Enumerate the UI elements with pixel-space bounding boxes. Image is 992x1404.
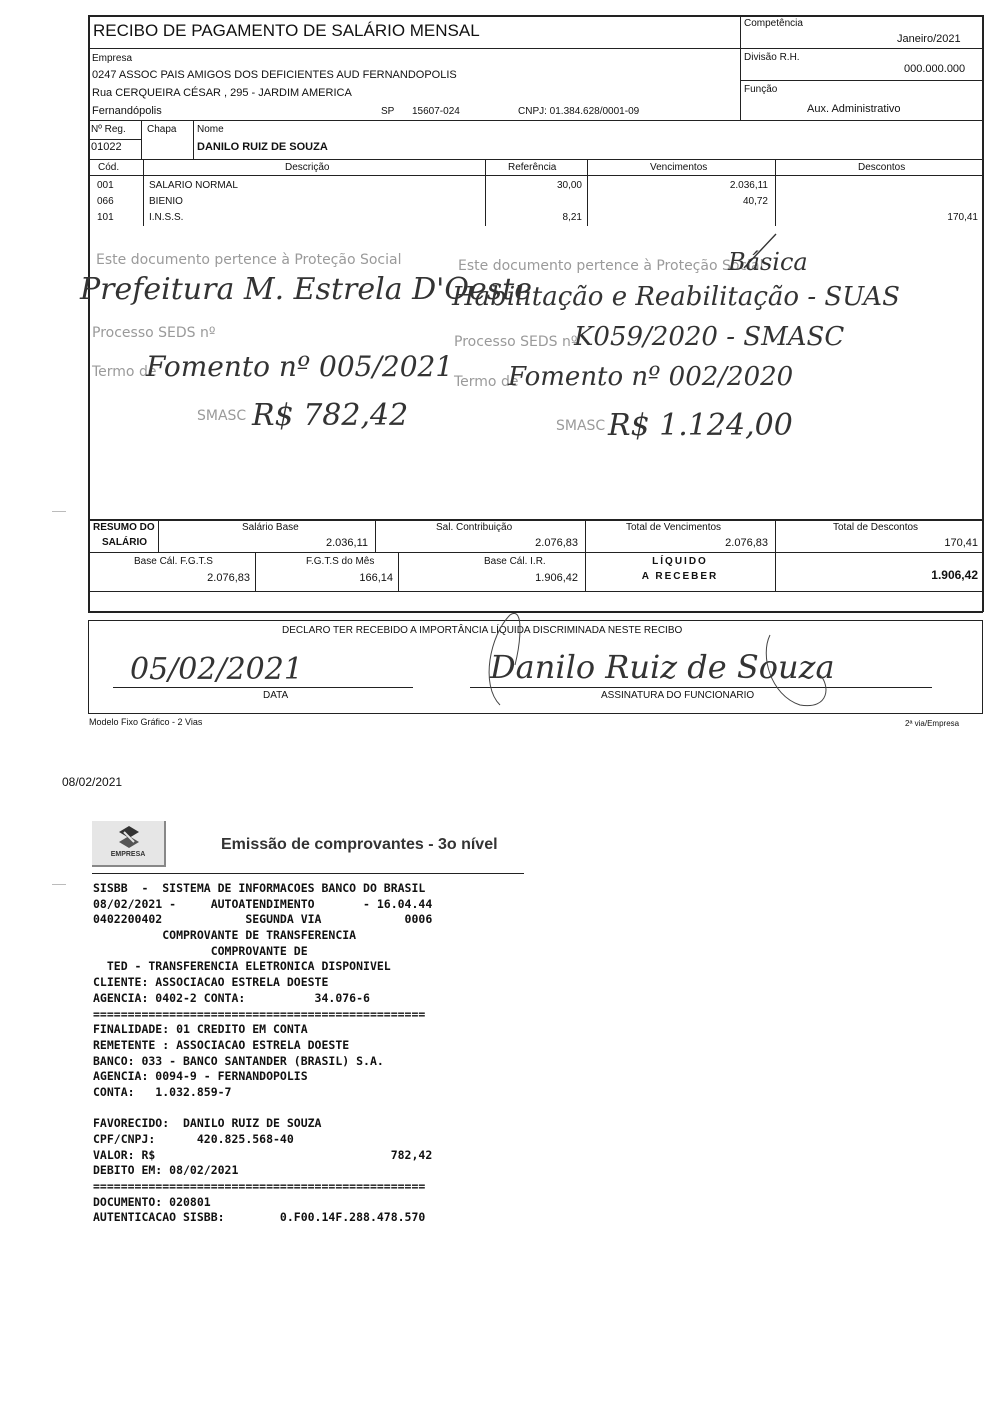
handwritten-text: Fomento nº 005/2021 [146, 350, 454, 383]
resumo-label: SALÁRIO [102, 537, 147, 548]
stamp-text: SMASC [556, 418, 606, 434]
employee-signature: Danilo Ruiz de Souza [490, 648, 835, 686]
nreg-label: Nº Reg. [91, 124, 126, 135]
total-descontos-value: 170,41 [944, 537, 978, 549]
empresa-city: Fernandópolis [92, 105, 162, 117]
handwritten-date: 05/02/2021 [130, 652, 303, 687]
nreg-value: 01022 [91, 141, 122, 153]
receipt-line: CLIENTE: ASSOCIACAO ESTRELA DOESTE [93, 975, 329, 990]
receipt-line: ================================================ [93, 1006, 426, 1021]
base-ir-value: 1.906,42 [535, 572, 578, 584]
salario-base-value: 2.036,11 [325, 537, 368, 549]
stamp-text: Processo SEDS nº [92, 325, 216, 341]
receipt-line: DOCUMENTO: 020801 [93, 1194, 211, 1209]
footer-right: 2ª via/Empresa [905, 719, 960, 728]
nome-label: Nome [197, 124, 224, 135]
stamp-text: SMASC [197, 408, 247, 424]
col-referencia: Referência [508, 162, 557, 173]
receipt-title: RECIBO DE PAGAMENTO DE SALÁRIO MENSAL [93, 21, 480, 40]
liquido-value: 1.906,42 [931, 568, 978, 582]
bank-title: Emissão de comprovantes - 3o nível [221, 836, 498, 853]
item-vencimentos: 2.036,11 [729, 180, 768, 191]
bank-logo-label: EMPRESA [110, 851, 146, 858]
competencia-label: Competência [744, 18, 803, 29]
item-vencimentos: 40,72 [742, 196, 768, 207]
col-cod: Cód. [98, 162, 120, 173]
handwritten-text: R$ 1.124,00 [608, 408, 793, 443]
receipt-line: VALOR: R$ 782,42 [93, 1147, 433, 1162]
receipt-line: FINALIDADE: 01 CREDITO EM CONTA [93, 1022, 308, 1037]
item-cod: 101 [97, 212, 114, 223]
item-referencia: 30,00 [556, 180, 582, 191]
bank-logo-icon [118, 825, 140, 849]
competencia-value: Janeiro/2021 [897, 33, 961, 45]
stamp-text: Termo de [454, 374, 519, 390]
receipt-line: AUTENTICACAO SISBB: 0.F00.14F.288.478.570 [93, 1210, 426, 1225]
receipt-line: AGENCIA: 0402-2 CONTA: 34.076-6 [93, 990, 370, 1005]
chapa-label: Chapa [147, 124, 177, 135]
funcao-label: Função [744, 84, 778, 95]
handwritten-text: Fomento nº 002/2020 [508, 362, 794, 392]
salario-base-label: Salário Base [242, 522, 299, 533]
handwritten-text: Básica [728, 248, 808, 276]
divisao-value: 000.000.000 [904, 63, 966, 75]
data-label: DATA [263, 690, 289, 701]
stamp-text: Termo de [92, 364, 157, 380]
receipt-line: FAVORECIDO: DANILO RUIZ DE SOUZA [93, 1116, 322, 1131]
item-referencia: 8,21 [562, 212, 582, 223]
empresa-cnpj: CNPJ: 01.384.628/0001-09 [518, 106, 640, 117]
handwritten-text: R$ 782,42 [252, 398, 409, 433]
empresa-cep: 15607-024 [412, 106, 460, 117]
item-cod: 001 [97, 180, 114, 191]
base-fgts-label: Base Cál. F.G.T.S [134, 556, 213, 567]
bank-logo [92, 821, 166, 867]
receipt-line: CONTA: 1.032.859-7 [93, 1084, 232, 1099]
total-vencimentos-label: Total de Vencimentos [626, 522, 722, 533]
stamp-text: Este documento pertence à Proteção Social [458, 258, 764, 274]
fgts-mes-label: F.G.T.S do Mês [306, 556, 375, 567]
liquido-label: A RECEBER [641, 571, 719, 582]
receipt-line: COMPROVANTE DE [93, 943, 308, 958]
receipt-line: COMPROVANTE DE TRANSFERENCIA [93, 928, 357, 943]
sal-contribuicao-label: Sal. Contribuição [436, 522, 513, 533]
assinatura-label: ASSINATURA DO FUNCIONARIO [601, 690, 755, 701]
empresa-address: Rua CERQUEIRA CÉSAR , 295 - JARDIM AMERICA [92, 87, 352, 99]
signature-strokes [470, 605, 870, 715]
col-vencimentos: Vencimentos [650, 162, 708, 173]
total-descontos-label: Total de Descontos [833, 522, 919, 533]
nome-value: DANILO RUIZ DE SOUZA [197, 141, 328, 153]
empresa-uf: SP [381, 106, 395, 117]
liquido-label: LÍQUIDO [652, 556, 708, 567]
bank-receipt-lines [93, 881, 432, 1226]
receipt-line: SISBB - SISTEMA DE INFORMACOES BANCO DO BRASIL [93, 881, 426, 895]
handwritten-text: Prefeitura M. Estrela D'Oeste [80, 272, 532, 307]
item-cod: 066 [97, 196, 114, 207]
item-descontos: 170,41 [947, 212, 978, 223]
col-descricao: Descrição [285, 162, 330, 173]
base-ir-label: Base Cál. I.R. [484, 556, 546, 567]
print-date: 08/02/2021 [62, 775, 123, 789]
receipt-line: DEBITO EM: 08/02/2021 [93, 1163, 239, 1178]
total-vencimentos-value: 2.076,83 [725, 537, 768, 549]
item-descricao: SALARIO NORMAL [149, 180, 238, 191]
receipt-line: BANCO: 033 - BANCO SANTANDER (BRASIL) S.A. [93, 1053, 384, 1068]
receipt-line: ================================================ [93, 1179, 426, 1194]
empresa-name: 0247 ASSOC PAIS AMIGOS DOS DEFICIENTES AUD FERNANDOPOLIS [92, 69, 457, 81]
col-descontos: Descontos [858, 162, 906, 173]
item-descricao: I.N.S.S. [149, 212, 184, 223]
item-descricao: BIENIO [149, 196, 183, 207]
receipt-line: 08/02/2021 - AUTOATENDIMENTO - 16.04.44 [93, 896, 433, 911]
receipt-line: 0402200402 SEGUNDA VIA 0006 [93, 912, 433, 927]
divisao-label: Divisão R.H. [744, 52, 800, 63]
resumo-label: RESUMO DO [93, 522, 155, 533]
footer-left: Modelo Fixo Gráfico - 2 Vias [89, 717, 203, 727]
receipt-line: TED - TRANSFERENCIA ELETRONICA DISPONIVEL [93, 959, 391, 974]
receipt-line: REMETENTE : ASSOCIACAO ESTRELA DOESTE [93, 1037, 350, 1052]
pen-stroke [740, 230, 780, 270]
funcao-value: Aux. Administrativo [807, 103, 901, 115]
sal-contribuicao-value: 2.076,83 [535, 537, 578, 549]
receipt-line: CPF/CNPJ: 420.825.568-40 [93, 1132, 294, 1146]
empresa-label: Empresa [92, 53, 133, 64]
receipt-line [93, 1101, 432, 1117]
stamp-text: Este documento pertence à Proteção Social [96, 252, 402, 268]
declaration-text: DECLARO TER RECEBIDO A IMPORTÂNCIA LÍQUIDA DISCRIMINADA NESTE RECIBO [282, 625, 683, 636]
handwritten-text: K059/2020 - SMASC [574, 322, 845, 352]
receipt-line: AGENCIA: 0094-9 - FERNANDOPOLIS [93, 1069, 308, 1084]
fgts-mes-value: 166,14 [359, 572, 393, 584]
handwritten-text: Habilitação e Reabilitação - SUAS [452, 282, 900, 312]
stamp-text: Processo SEDS nº [454, 334, 578, 350]
base-fgts-value: 2.076,83 [207, 572, 250, 584]
